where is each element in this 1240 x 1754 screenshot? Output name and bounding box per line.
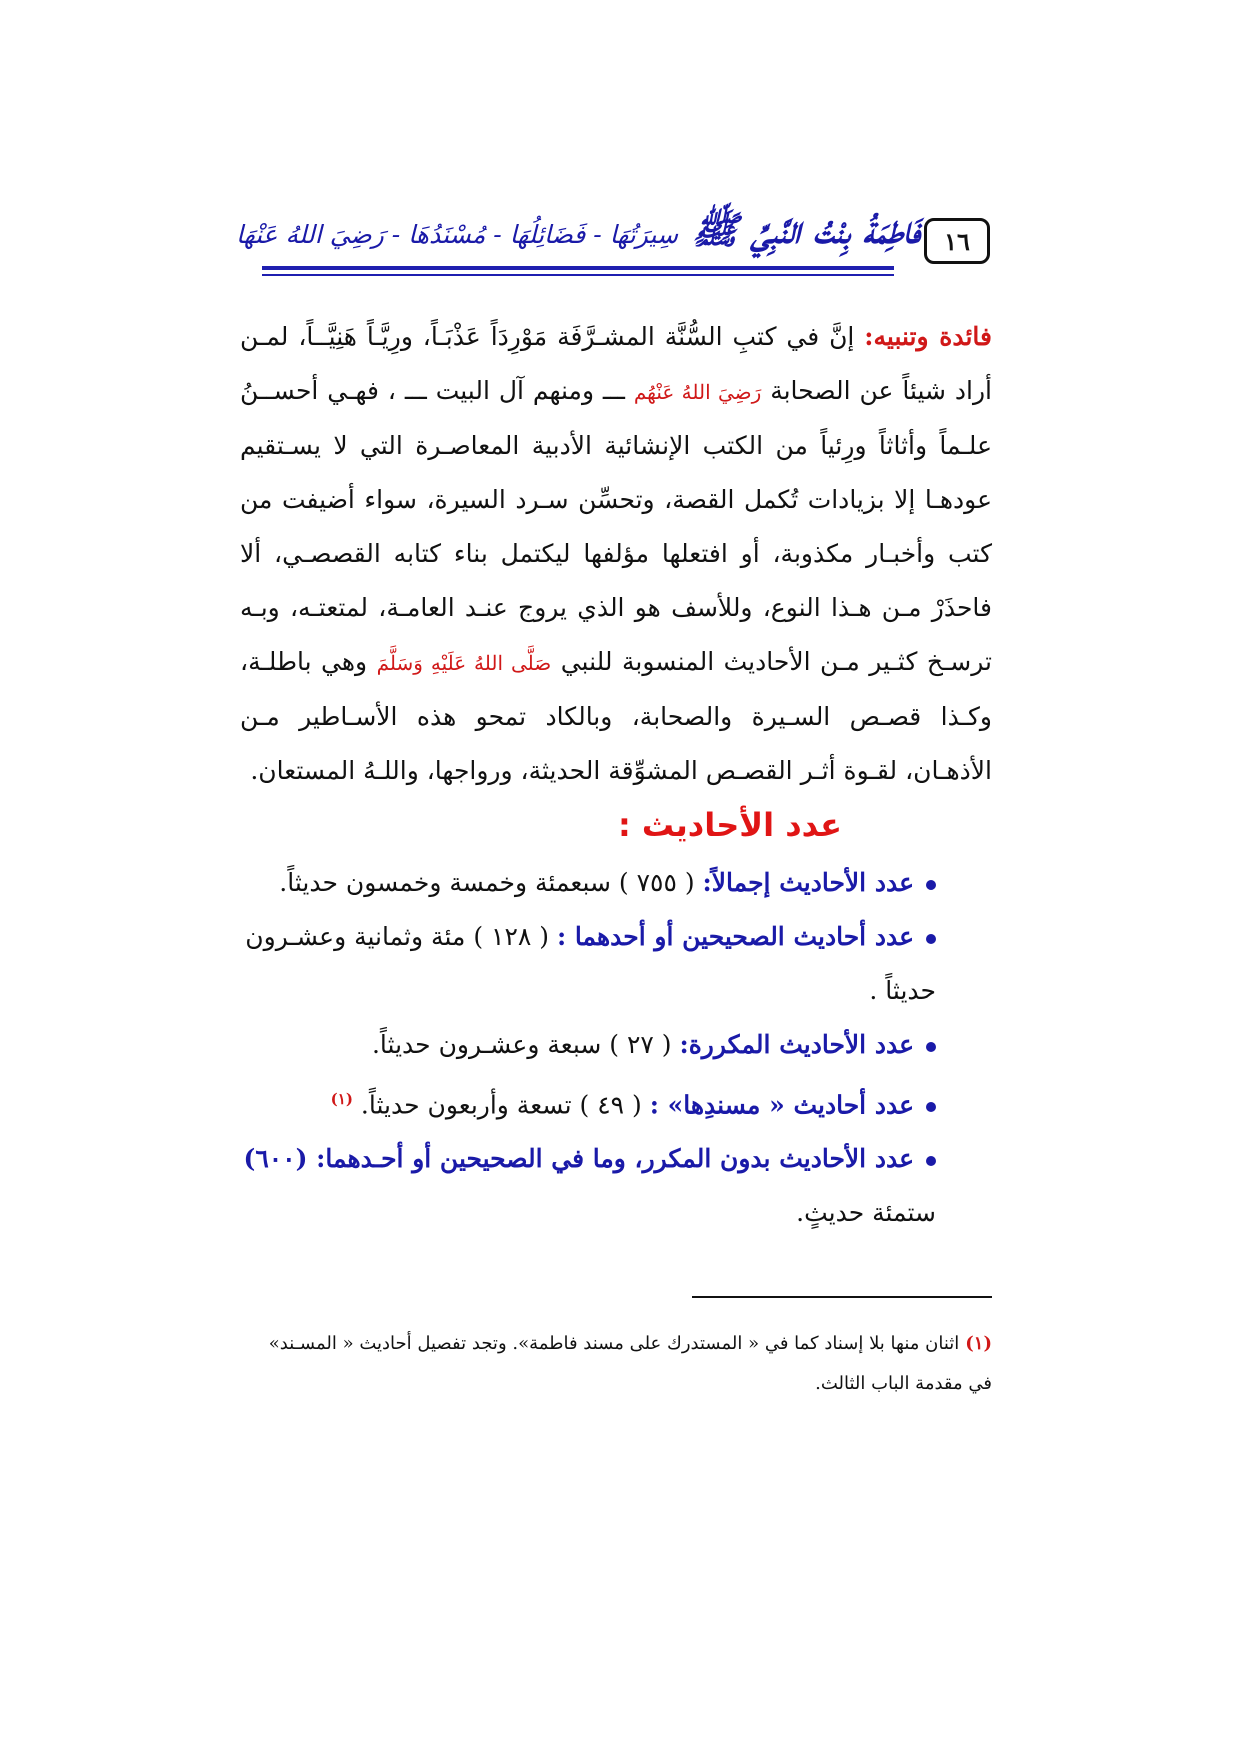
stat-label: عدد الأحاديث بدون المكرر، وما في الصحيحين أو أحـدهما: (٦٠٠) [243, 1144, 914, 1174]
stat-value: ( ٧٥٥ ) سبعمئة وخمسة وخمسون حديثاً. [279, 868, 703, 897]
stat-item-unique [240, 1132, 992, 1240]
intro-text-1: إنَّ في كتبِ السُّنَّة المشـرَّفَة مَوْرِدَاً عَذْبَـاً، ورِيَّـاً هَنِيَّــاً، لمـن أراد شيئاً عن الصحابة [240, 322, 992, 405]
running-title [235, 202, 921, 266]
book-subtitle: سِيرَتُهَا - فَضَائِلُهَا - مُسْنَدُهَا - رَضِيَ اللهُ عَنْهَا [235, 219, 679, 249]
stat-item-musnad [240, 1072, 992, 1132]
intro-paragraph [240, 310, 992, 798]
bullet-icon [926, 1042, 936, 1052]
stats-list [240, 856, 992, 1240]
intro-lead: فائدة وتنبيه: [864, 322, 993, 351]
intro-text-2: ـــ ومنهم آل البيت ـــ ، فهـي أحســنُ علـماً وأثاثاً ورِئياً من الكتب الإنشائية الأدبية المعاصـرة التي لا يسـتقيم عودهـا إلا بزيادات تُكمل القصة، وتحسِّن سـرد السيرة، سواء أضيفت من كتب وأخبـار مكذوبة، أو افتعلها مؤلفها ليكتمل بناء كتابه القصصـي، ألا فاحذَرْ مـن هـذا النوع، وللأسف هو الذي يروج عنـد العامـة، لمتعتـه، وبـه ترسـخ كثـير مـن الأحاديث المنسوبة للنبي [240, 376, 992, 676]
stat-label: عدد أحاديث « مسندِها» : [649, 1090, 914, 1120]
page-body [240, 310, 992, 1240]
stat-value: ( ١٢٨ ) مئة وثمانية وعشـرون حديثاً . [245, 922, 936, 1005]
stat-label: عدد الأحاديث المكررة: [679, 1030, 914, 1059]
section-heading: عدد الأحاديث : [617, 806, 842, 844]
intro-text-3: وهي باطلـة، وكـذا قصـص السـيرة والصحابة، وبالكاد تمحو هذه الأسـاطير مـن الأذهـان، لقـوة أثـر القصـص المشوِّقة الحديثة، ورواجها، واللـهُ المستعان. [240, 647, 992, 785]
stat-value: ( ٢٧ ) سبعة وعشـرون حديثاً. [371, 1030, 680, 1059]
stat-label: عدد أحاديث الصحيحين أو أحدهما : [556, 922, 914, 951]
header-rule-thick [262, 266, 894, 270]
footnote-number: (١) [965, 1333, 992, 1354]
footnote-ref[interactable]: (١) [330, 1090, 353, 1108]
honorific-sahaba: رَضِيَ اللهُ عَنْهُم [633, 380, 762, 404]
stat-item-repeated [240, 1018, 992, 1072]
bullet-icon [926, 934, 936, 944]
header-rule-thin [262, 274, 894, 276]
footnote-text: اثنان منها بلا إسناد كما في « المستدرك على مسند فاطمة». وتجد تفصيل أحاديث « المسـند» في مقدمة الباب الثالث. [268, 1333, 992, 1394]
stat-label: عدد الأحاديث إجمالاً: [702, 868, 914, 897]
page-header [235, 196, 990, 276]
page-number: ١٦ [924, 218, 990, 264]
stat-item-total [240, 856, 992, 910]
bullet-icon [926, 1102, 936, 1112]
stat-value: ستمئة حديثٍ. [796, 1198, 936, 1228]
stat-item-sahihayn [240, 910, 992, 1018]
footnote-rule [692, 1296, 992, 1298]
bullet-icon [926, 880, 936, 890]
bullet-icon [926, 1156, 936, 1166]
honorific-prophet: صَلَّى اللهُ عَلَيْهِ وَسَلَّمَ [376, 651, 552, 675]
stat-value: ( ٤٩ ) تسعة وأربعون حديثاً. [360, 1090, 650, 1120]
book-title: فَاطِمَةُ بِنْتُ النَّبِيِّ ﷺ [692, 206, 921, 252]
footnote-1 [240, 1324, 992, 1404]
